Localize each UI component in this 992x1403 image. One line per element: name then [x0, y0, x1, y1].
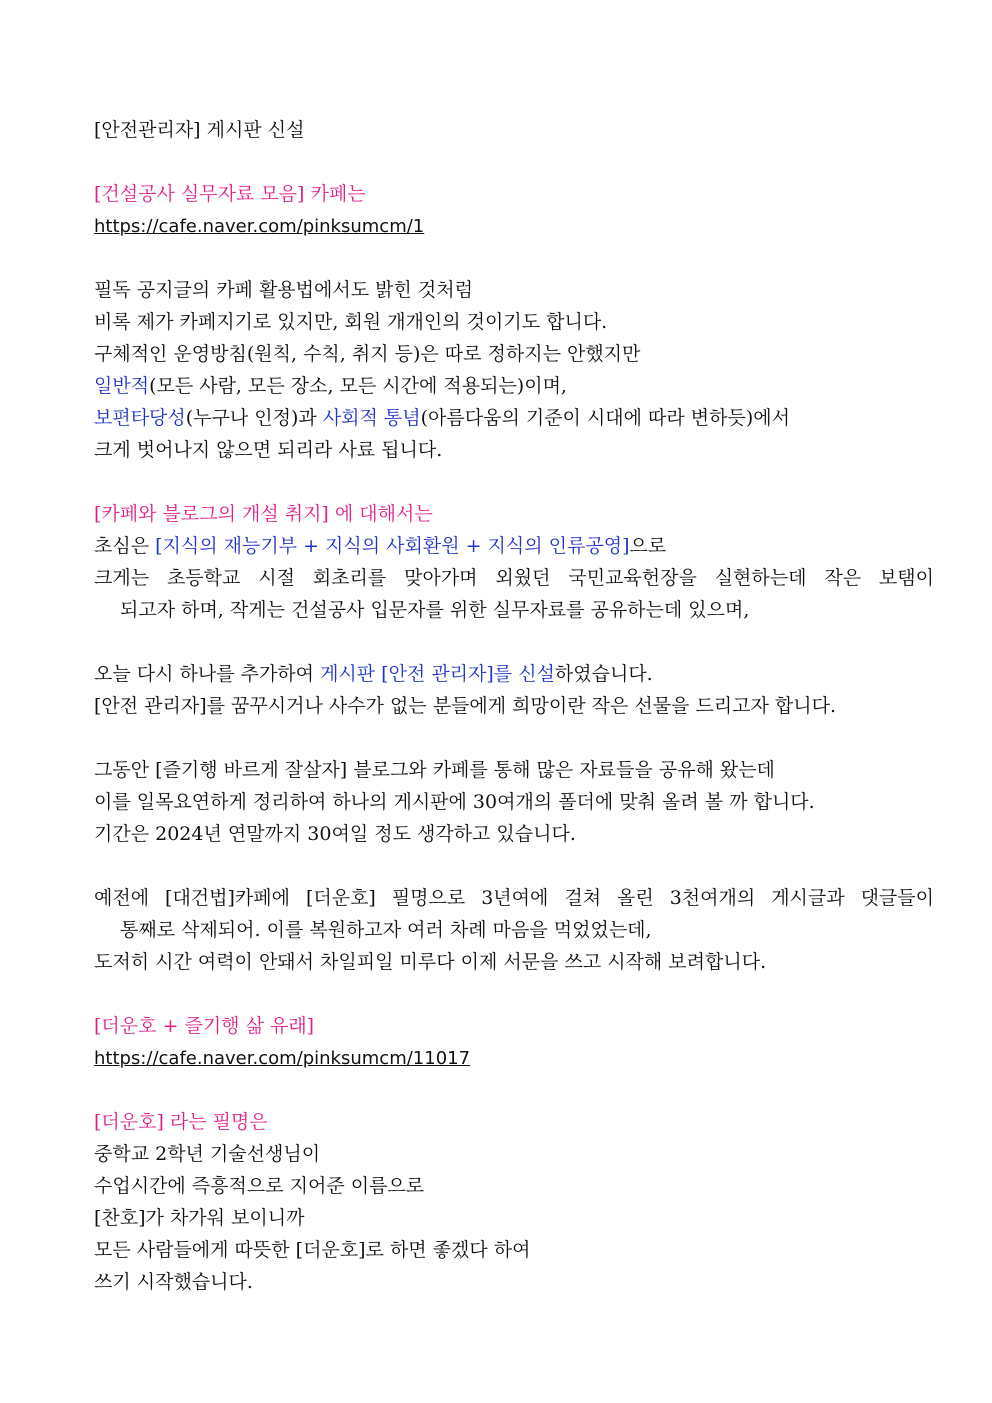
paragraph-line: 그동안 [즐기행 바르게 잘살자] 블로그와 카페를 통해 많은 자료들을 공유해 왔는데: [94, 759, 775, 781]
section-heading: [카페와 블로그의 개설 취지] 에 대해서는: [94, 503, 433, 525]
paragraph-line: 크게는 초등학교 시절 회초리를 맞아가며 외웠던 국민교육헌장을 실현하는데 작은 보탬이: [94, 567, 934, 589]
spacer: [94, 1074, 934, 1106]
paragraph-line: 이를 일목요연하게 정리하여 하나의 게시판에 30여개의 폴더에 맞춰 올려 볼 까 합니다.: [94, 791, 815, 813]
text-span: 오늘 다시 하나를 추가하여: [94, 663, 321, 685]
paragraph-line: 수업시간에 즉흥적으로 지어준 이름으로: [94, 1175, 425, 1197]
origin-heading: [더운호 + 즐기행 삶 유래]: [94, 1015, 315, 1037]
highlight-text: 게시판 [안전 관리자]를 신설: [320, 663, 555, 685]
document-title: [안전관리자] 게시판 신설: [94, 119, 305, 141]
paragraph-line: [94, 402, 934, 434]
spacer: [94, 466, 934, 498]
paragraph-line: 필독 공지글의 카페 활용법에서도 밝힌 것처럼: [94, 279, 473, 301]
paragraph-line: 도저히 시간 여력이 안돼서 차일피일 미루다 이제 서문을 쓰고 시작해 보려합니다.: [94, 951, 767, 973]
paragraph-line: [찬호]가 차가워 보이니까: [94, 1207, 305, 1229]
paragraph-line: [94, 530, 934, 562]
origin-link[interactable]: https://cafe.naver.com/pinksumcm/11017: [94, 1048, 471, 1069]
highlight-text: 일반적: [94, 375, 150, 397]
highlight-text: 사회적 통념: [322, 407, 421, 429]
text-span: 하였습니다.: [554, 663, 653, 685]
spacer: [94, 146, 934, 178]
paragraph-line: 쓰기 시작했습니다.: [94, 1271, 253, 1293]
paragraph-line: 중학교 2학년 기술선생님이: [94, 1143, 321, 1165]
text-span: 으로: [629, 535, 667, 557]
paragraph-line: [94, 658, 934, 690]
cafe-heading: [건설공사 실무자료 모음] 카페는: [94, 183, 366, 205]
spacer: [94, 850, 934, 882]
highlight-text: 보편타당성: [94, 407, 186, 429]
paragraph-line: 통째로 삭제되어. 이를 복원하고자 여러 차례 마음을 먹었었는데,: [120, 919, 652, 941]
paragraph-line: 크게 벗어나지 않으면 되리라 사료 됩니다.: [94, 439, 443, 461]
spacer: [94, 242, 934, 274]
text-span: (누구나 인정)과: [185, 407, 323, 429]
spacer: [94, 978, 934, 1010]
document-body: [94, 114, 934, 1298]
paragraph-line: 기간은 2024년 연말까지 30여일 정도 생각하고 있습니다.: [94, 823, 576, 845]
paragraph-line: 구체적인 운영방침(원칙, 수칙, 취지 등)은 따로 정하지는 안했지만: [94, 343, 641, 365]
spacer: [94, 722, 934, 754]
paragraph-line: 모든 사람들에게 따뜻한 [더운호]로 하면 좋겠다 하여: [94, 1239, 531, 1261]
paragraph-line: [94, 370, 934, 402]
highlight-text: [지식의 재능기부 + 지식의 사회환원 + 지식의 인류공영]: [155, 535, 630, 557]
paragraph-line: [안전 관리자]를 꿈꾸시거나 사수가 없는 분들에게 희망이란 작은 선물을 드리고자 합니다.: [94, 695, 837, 717]
paragraph-line: 비록 제가 카페지기로 있지만, 회원 개개인의 것이기도 합니다.: [94, 311, 608, 333]
text-span: (모든 사람, 모든 장소, 모든 시간에 적용되는)이며,: [149, 375, 567, 397]
cafe-link[interactable]: https://cafe.naver.com/pinksumcm/1: [94, 216, 425, 237]
paragraph-line: 예전에 [대건법]카페에 [더운호] 필명으로 3년여에 걸쳐 올린 3천여개의 게시글과 댓글들이: [94, 887, 934, 909]
spacer: [94, 626, 934, 658]
text-span: (아름다움의 기준이 시대에 따라 변하듯)에서: [420, 407, 790, 429]
paragraph-line: 되고자 하며, 작게는 건설공사 입문자를 위한 실무자료를 공유하는데 있으며,: [120, 599, 750, 621]
section-heading: [더운호] 라는 필명은: [94, 1111, 268, 1133]
text-span: 초심은: [94, 535, 156, 557]
